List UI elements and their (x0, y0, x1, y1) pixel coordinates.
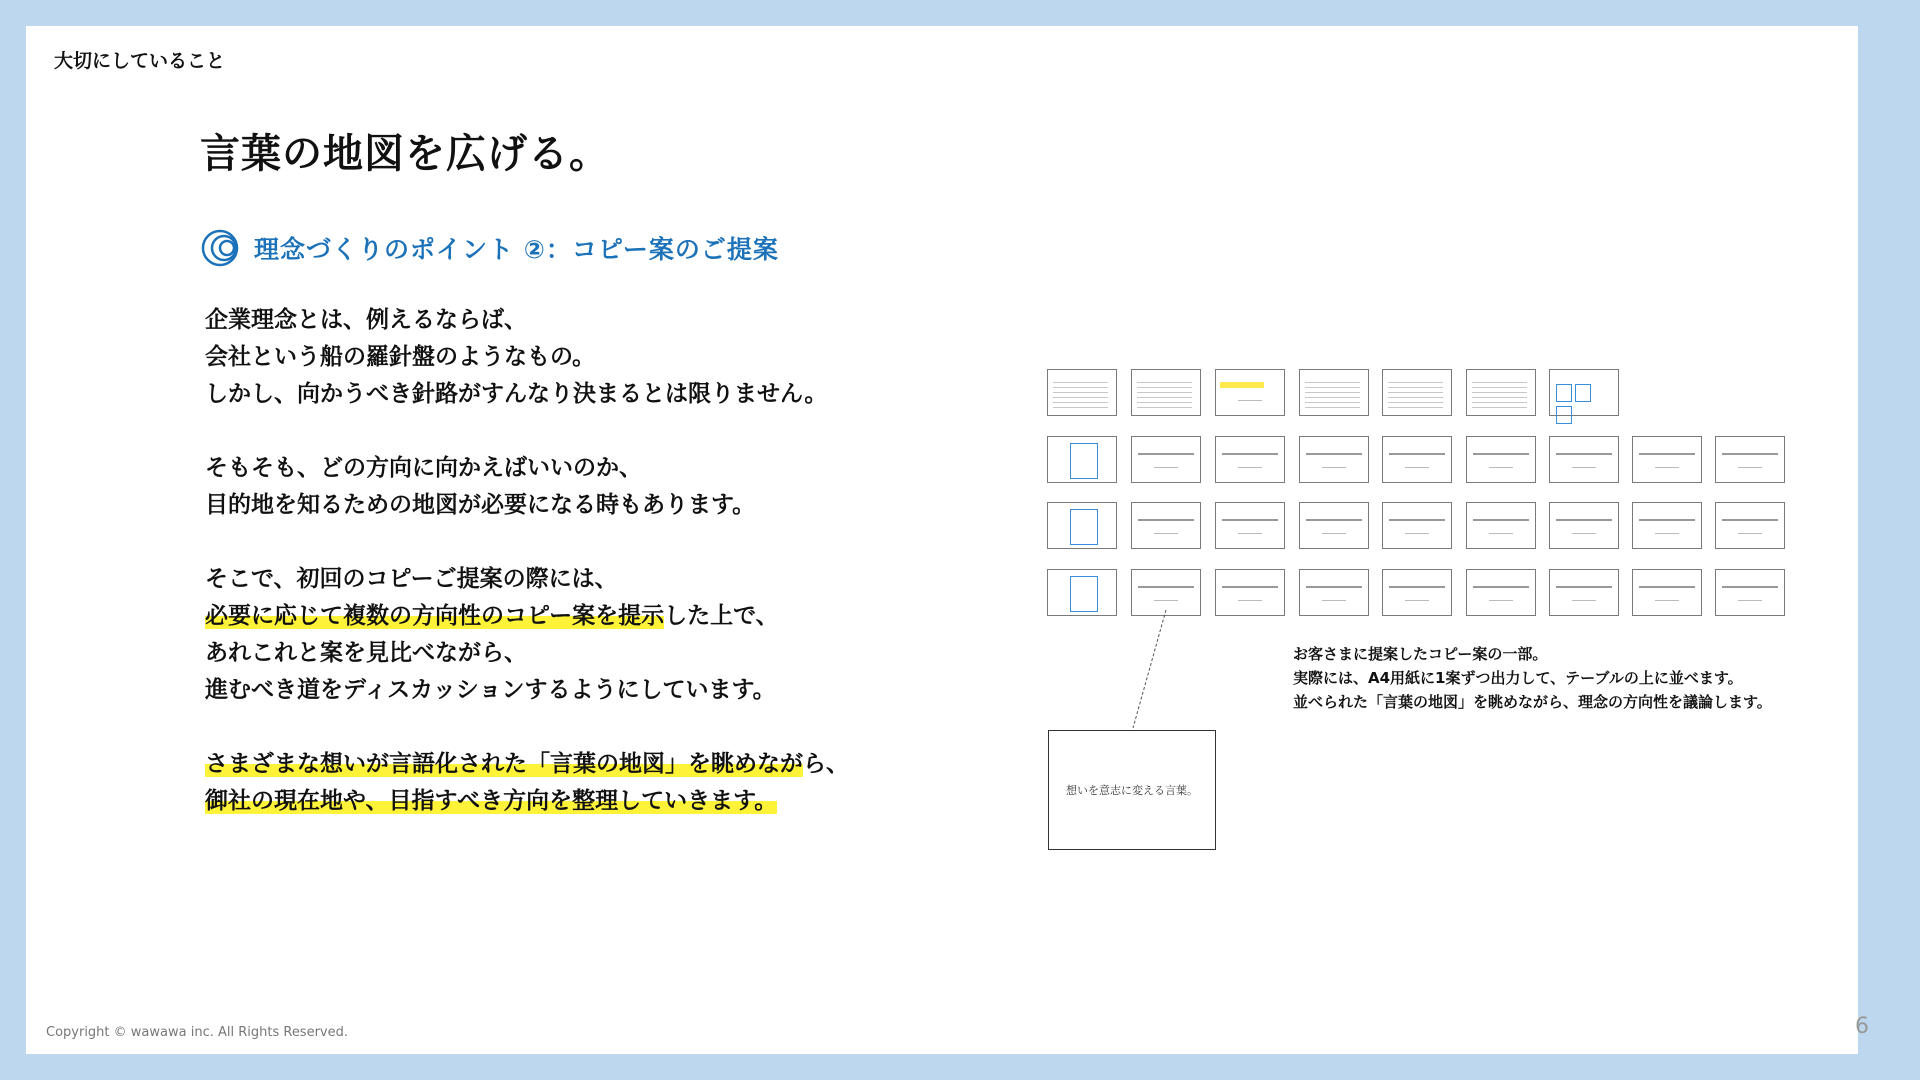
body-text (205, 302, 1005, 820)
thumbnail-slide (1131, 436, 1201, 483)
body-line: そこで、初回のコピーご提案の際には、 (205, 566, 618, 592)
body-text-fragment: ら、 (803, 751, 849, 777)
body-line: しかし、向かうべき針路がすんなり決まるとは限りません。 (205, 381, 828, 407)
highlighted-text: 必要に応じて複数の方向性のコピー案を提示 (205, 603, 665, 629)
thumbnail-slide (1047, 436, 1117, 483)
thumbnail-slide (1382, 502, 1452, 549)
zoom-connector-line (1130, 600, 1170, 730)
subtitle-row (200, 228, 779, 268)
thumbnail-slide (1131, 369, 1201, 416)
enlarged-thumbnail (1048, 730, 1216, 850)
thumbnail-slide (1299, 369, 1369, 416)
thumbnail-slide (1715, 436, 1785, 483)
thumbnail-slide (1549, 436, 1619, 483)
thumbnail-slide (1715, 502, 1785, 549)
thumbnail-slide (1215, 436, 1285, 483)
thumbnail-slide (1047, 569, 1117, 616)
thumbnail-slide (1632, 436, 1702, 483)
section-label: 大切にしていること (54, 50, 226, 72)
thumbnail-caption (1293, 642, 1853, 714)
body-line: 会社という船の羅針盤のようなもの。 (205, 344, 596, 370)
thumbnail-slide (1382, 369, 1452, 416)
caption-line: お客さまに提案したコピー案の一部。 (1293, 645, 1548, 663)
body-line (205, 783, 1005, 820)
enlarged-thumbnail-text: 想いを意志に変える言葉。 (1066, 784, 1198, 797)
highlighted-text: さまざまな想いが言語化された「言葉の地図」を眺めなが (205, 751, 803, 777)
body-line: そもそも、どの方向に向かえばいいのか、 (205, 455, 642, 481)
thumbnail-slide (1215, 369, 1285, 416)
thumbnail-slide (1215, 569, 1285, 616)
subtitle: 理念づくりのポイント ②：コピー案のご提案 (254, 235, 779, 264)
thumbnail-slide (1632, 502, 1702, 549)
page-title: 言葉の地図を広げる。 (200, 131, 610, 177)
highlighted-text: 御社の現在地や、目指すべき方向を整理していきます。 (205, 788, 778, 814)
thumbnail-slide (1632, 569, 1702, 616)
body-line: あれこれと案を見比べながら、 (205, 640, 527, 666)
copyright-footer: Copyright © wawawa inc. All Rights Reserved. (46, 1025, 349, 1040)
thumbnail-slide (1466, 436, 1536, 483)
body-line: 進むべき道をディスカッションするようにしています。 (205, 677, 776, 703)
thumbnail-slide (1715, 569, 1785, 616)
body-line (205, 598, 1005, 635)
thumbnail-slide (1131, 502, 1201, 549)
thumbnail-slide (1382, 569, 1452, 616)
body-line: 企業理念とは、例えるならば、 (205, 307, 527, 333)
thumbnail-slide (1299, 569, 1369, 616)
thumbnail-slide (1382, 436, 1452, 483)
thumbnail-slide (1047, 502, 1117, 549)
thumbnail-slide (1299, 436, 1369, 483)
thumbnail-slide (1047, 369, 1117, 416)
thumbnail-slide (1549, 502, 1619, 549)
caption-line: 実際には、A4用紙に1案ずつ出力して、テーブルの上に並べます。 (1293, 669, 1743, 687)
body-text-fragment: した上で、 (664, 603, 779, 629)
body-line (205, 746, 1005, 783)
thumbnail-slide (1549, 369, 1619, 416)
page-number: 6 (1855, 1014, 1869, 1039)
caption-line: 並べられた「言葉の地図」を眺めながら、理念の方向性を議論します。 (1293, 693, 1772, 711)
body-line: 目的地を知るための地図が必要になる時もあります。 (205, 492, 756, 518)
thumbnail-slide (1299, 502, 1369, 549)
thumbnail-slide (1466, 369, 1536, 416)
thumbnail-slide (1466, 569, 1536, 616)
thumbnail-slide (1466, 502, 1536, 549)
thumbnail-slide (1549, 569, 1619, 616)
concentric-circle-icon (200, 228, 240, 268)
thumbnail-slide (1215, 502, 1285, 549)
